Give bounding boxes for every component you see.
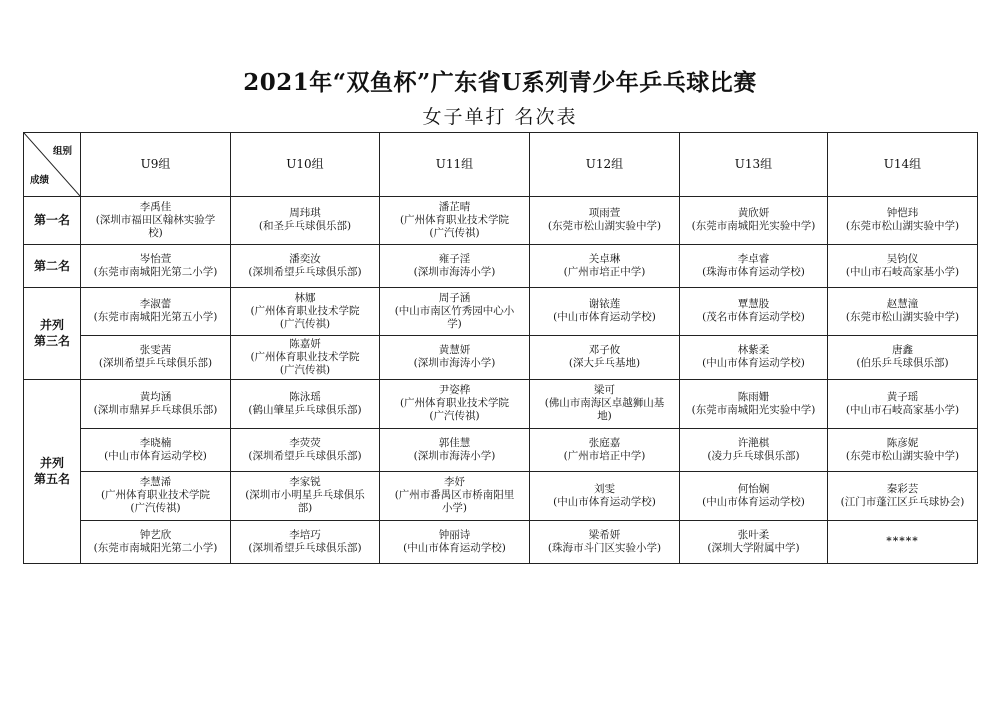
- player-name: 周玮琪: [289, 207, 321, 220]
- result-cell-u11: [380, 287, 530, 335]
- player-club: (深圳市福田区翰林实验学 校): [95, 213, 216, 239]
- player-name: 李卓睿: [737, 252, 770, 265]
- player-name: 邓子攸: [588, 344, 621, 357]
- result-cell-u14: [828, 520, 978, 563]
- player-name: 李淑蕾: [139, 298, 172, 311]
- result-cell-u9: [81, 428, 231, 471]
- corner-group-label: 组别: [52, 146, 72, 157]
- header-row: [24, 133, 978, 197]
- player-name: 何怡娴: [737, 482, 770, 495]
- player-name: 赵慧潼: [886, 298, 919, 311]
- player-club: (江门市蓬江区乒乓球协会): [840, 495, 965, 508]
- player-club: (深圳市海涛小学): [413, 449, 496, 462]
- player-name: 周子涵: [438, 291, 471, 304]
- corner-header-cell: [24, 133, 81, 197]
- result-cell-u11: [380, 197, 530, 245]
- table-row: [24, 471, 978, 520]
- table-row: [24, 287, 978, 335]
- player-club: (深圳市海涛小学): [413, 265, 496, 278]
- player-club: (中山市南区竹秀园中心小 学): [394, 304, 515, 330]
- player-name: 许滟棋: [737, 436, 770, 449]
- player-name: 雍子淫: [438, 252, 471, 265]
- group-header-u11: U11组: [380, 133, 530, 197]
- result-cell-u12: [530, 197, 680, 245]
- player-club: (凌力乒乓球俱乐部): [707, 449, 800, 462]
- player-club: (广州市培正中学): [563, 449, 646, 462]
- player-name: 岑怡萱: [139, 252, 172, 265]
- player-club: (中山市石岐高家基小学): [845, 265, 960, 278]
- result-cell-u13: [680, 197, 828, 245]
- player-club: (中山市石岐高家基小学): [845, 403, 960, 416]
- result-cell-u10: [231, 520, 380, 563]
- player-club: (深圳希望乒乓球俱乐部): [248, 449, 362, 462]
- result-cell-u9: [81, 471, 231, 520]
- result-cell-u10: [231, 244, 380, 287]
- player-club: (中山市体育运动学校): [403, 541, 506, 554]
- result-cell-u10: [231, 197, 380, 245]
- player-name: 钟恺玮: [886, 207, 919, 220]
- player-club: (深圳希望乒乓球俱乐部): [248, 541, 362, 554]
- player-club: (中山市体育运动学校): [104, 449, 207, 462]
- player-name: 谢铱莲: [588, 298, 621, 311]
- player-club: (东莞市南城阳光第二小学): [93, 265, 218, 278]
- player-name: 陈彦妮: [886, 436, 919, 449]
- player-club: (鹤山肇星乒乓球俱乐部): [248, 403, 362, 416]
- group-header-u12: U12组: [530, 133, 680, 197]
- player-name: 郭佳慧: [438, 436, 471, 449]
- player-name: 梁可: [594, 384, 615, 397]
- player-club: (深圳希望乒乓球俱乐部): [98, 357, 213, 370]
- player-name: 李培巧: [289, 528, 321, 541]
- result-cell-u12: [530, 244, 680, 287]
- result-cell-u10: [231, 471, 380, 520]
- group-header-u9: U9组: [81, 133, 231, 197]
- player-club: (东莞市南城阳光实验中学): [691, 403, 816, 416]
- page-title: 2021年“双鱼杯”广东省U系列青少年乒乓球比赛: [243, 69, 757, 96]
- page-subtitle: 女子单打 名次表: [422, 106, 578, 128]
- player-name: 李晓楠: [139, 436, 172, 449]
- table-row: [24, 520, 978, 563]
- result-cell-u13: [680, 244, 828, 287]
- player-name: *****: [886, 535, 919, 548]
- player-club: (广州体育职业技术学院 (广汽传祺): [100, 489, 211, 515]
- player-name: 钟艺欣: [139, 528, 172, 541]
- player-name: 尹姿桦: [438, 384, 471, 397]
- player-club: (东莞市松山湖实验中学): [845, 449, 960, 462]
- player-club: (广州体育职业技术学院 (广汽传祺): [399, 213, 510, 239]
- rank-fifth-cell: 并列 第五名: [24, 379, 81, 563]
- player-name: 梁希妍: [588, 528, 621, 541]
- player-club: (珠海市斗门区实验小学): [547, 541, 662, 554]
- player-club: (深大乒乓基地): [568, 357, 641, 370]
- player-name: 黄欣妍: [737, 207, 770, 220]
- player-name: 张庭嘉: [588, 436, 621, 449]
- result-cell-u9: [81, 379, 231, 428]
- result-cell-u11: [380, 520, 530, 563]
- table-row: [24, 244, 978, 287]
- player-name: 林娜: [294, 291, 316, 304]
- player-club: (深圳市海涛小学): [413, 357, 496, 370]
- player-club: (深圳大学附属中学): [707, 541, 800, 554]
- table-row: [24, 428, 978, 471]
- player-name: 钟丽诗: [438, 528, 471, 541]
- result-cell-u14: [828, 471, 978, 520]
- result-cell-u12: [530, 287, 680, 335]
- player-club: (东莞市松山湖实验中学): [547, 220, 662, 233]
- group-header-u10: U10组: [231, 133, 380, 197]
- result-cell-u10: [231, 287, 380, 335]
- player-name: 项雨萱: [588, 207, 621, 220]
- result-cell-u11: [380, 244, 530, 287]
- player-club: (深圳市鼎昇乒乓球俱乐部): [93, 403, 218, 416]
- player-name: 张叶柔: [737, 528, 770, 541]
- result-cell-u9: [81, 520, 231, 563]
- player-name: 李禹佳: [139, 200, 172, 213]
- result-cell-u13: [680, 335, 828, 379]
- result-cell-u11: [380, 379, 530, 428]
- result-cell-u14: [828, 197, 978, 245]
- player-club: (佛山市南海区卓越狮山基 地): [544, 397, 665, 423]
- player-name: 秦彩芸: [886, 482, 919, 495]
- result-cell-u12: [530, 428, 680, 471]
- player-club: (东莞市松山湖实验中学): [845, 220, 960, 233]
- player-name: 陈泳瑶: [289, 390, 321, 403]
- result-cell-u13: [680, 428, 828, 471]
- result-cell-u14: [828, 428, 978, 471]
- result-cell-u9: [81, 287, 231, 335]
- player-club: (广州市培正中学): [563, 265, 646, 278]
- table-row: [24, 379, 978, 428]
- player-club: (珠海市体育运动学校): [702, 265, 805, 278]
- rank-third-cell: 并列 第三名: [24, 287, 81, 379]
- player-club: (东莞市南城阳光第五小学): [93, 311, 218, 324]
- result-cell-u13: [680, 287, 828, 335]
- result-cell-u9: [81, 244, 231, 287]
- result-cell-u13: [680, 379, 828, 428]
- player-club: (中山市体育运动学校): [553, 495, 656, 508]
- player-name: 李慧浠: [139, 476, 172, 489]
- player-club: (广州市番禺区市桥南阳里 小学): [394, 489, 515, 515]
- result-cell-u11: [380, 471, 530, 520]
- result-cell-u12: [530, 335, 680, 379]
- result-cell-u12: [530, 520, 680, 563]
- player-club: (和圣乒乓球俱乐部): [258, 220, 352, 233]
- result-cell-u9: [81, 197, 231, 245]
- player-name: 张雯茜: [139, 344, 172, 357]
- player-club: (东莞市南城阳光第二小学): [93, 541, 218, 554]
- ranking-table: [23, 132, 978, 564]
- player-club: (广州体育职业技术学院 (广汽传祺): [250, 350, 360, 376]
- player-name: 李荧荧: [289, 436, 321, 449]
- player-club: (深圳希望乒乓球俱乐部): [248, 265, 362, 278]
- player-name: 潘奕汝: [289, 252, 321, 265]
- player-name: 陈雨姗: [737, 390, 770, 403]
- table-row: [24, 335, 978, 379]
- player-club: (广州体育职业技术学院 (广汽传祺): [250, 304, 360, 330]
- corner-result-label: 成绩: [30, 175, 50, 186]
- result-cell-u14: [828, 335, 978, 379]
- result-cell-u14: [828, 379, 978, 428]
- result-cell-u13: [680, 471, 828, 520]
- player-club: (中山市体育运动学校): [702, 357, 805, 370]
- player-club: (茂名市体育运动学校): [702, 311, 805, 324]
- rank-second-cell: 第二名: [24, 244, 81, 287]
- player-club: (中山市体育运动学校): [553, 311, 656, 324]
- player-club: (广州体育职业技术学院 (广汽传祺): [399, 397, 510, 423]
- player-name: 覃慧股: [737, 298, 770, 311]
- player-club: (中山市体育运动学校): [702, 495, 805, 508]
- result-cell-u12: [530, 379, 680, 428]
- result-cell-u14: [828, 287, 978, 335]
- player-name: 吴钧仪: [886, 252, 919, 265]
- player-club: (伯乐乒乓球俱乐部): [856, 357, 949, 370]
- result-cell-u10: [231, 379, 380, 428]
- player-club: (东莞市南城阳光实验中学): [691, 220, 816, 233]
- player-name: 陈嘉妍: [289, 337, 321, 350]
- group-header-u13: U13组: [680, 133, 828, 197]
- rank-first-cell: 第一名: [24, 197, 81, 245]
- result-cell-u13: [680, 520, 828, 563]
- result-cell-u14: [828, 244, 978, 287]
- player-name: 李家锐: [289, 476, 321, 489]
- player-name: 黄均涵: [139, 390, 172, 403]
- result-cell-u11: [380, 335, 530, 379]
- player-name: 潘芷晴: [438, 200, 471, 213]
- player-name: 黄子瑶: [886, 390, 919, 403]
- result-cell-u10: [231, 428, 380, 471]
- result-cell-u10: [231, 335, 380, 379]
- player-name: 李妤: [444, 476, 465, 489]
- player-name: 关卓琳: [588, 252, 621, 265]
- table-row: [24, 197, 978, 245]
- player-name: 黄慧妍: [438, 344, 471, 357]
- player-name: 刘雯: [594, 482, 615, 495]
- result-cell-u11: [380, 428, 530, 471]
- player-name: 林紫柔: [737, 344, 770, 357]
- result-cell-u9: [81, 335, 231, 379]
- player-club: (东莞市松山湖实验中学): [845, 311, 960, 324]
- player-name: 唐鑫: [892, 344, 913, 357]
- result-cell-u12: [530, 471, 680, 520]
- player-club: (深圳市小明星乒乓球俱乐 部): [245, 489, 365, 515]
- group-header-u14: U14组: [828, 133, 978, 197]
